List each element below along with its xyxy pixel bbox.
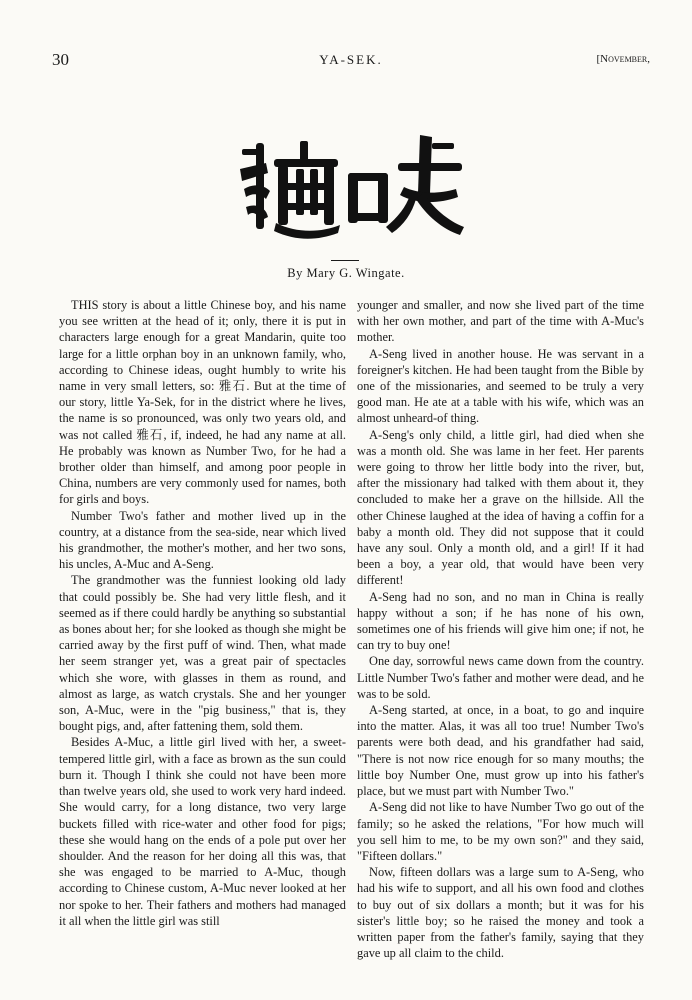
page-number: 30 bbox=[52, 50, 69, 69]
paragraph: A-Seng had no son, and no man in China is really happy without a son; if he has none of his own, sometimes one of his friends will give him one; if not, he can try to buy one! bbox=[357, 589, 644, 653]
paragraph: A-Seng did not like to have Number Two go out of the family; so he asked the relations, "For how much will you sell him to me, to be my own son?" and they said, "Fifteen dollars." bbox=[357, 800, 644, 863]
paragraph: A-Seng's only child, a little girl, had died when she was a month old. She was lame in her feet. Her parents were going to throw her little body into the river, but, after the missionary had talked with them about it, they concluded to make her a grave on the hillside. All the other Chinese laughed at the idea of having a coffin for a baby a month old. They did not suppose that it could have any soul. Only a month old, and a girl! If it had been a boy, a year old, that would have been very different! bbox=[357, 427, 644, 588]
paragraph: The grandmother was the funniest looking old lady that could possibly be. She had very little flesh, and it seemed as if there could hardly be anything so substantial as bones about her; for she looked as though she might be carried away by the first puff of wind. Then, what made her seem stranger yet, was a great pair of spectacles which she wore, with glasses in them as round, and almost as large, as watch crystals. She and her younger son, A-Muc, were in the "pig business," that is, they bought pigs, and, after fattening them, sold them. bbox=[59, 573, 346, 734]
paragraph: Besides A-Muc, a little girl lived with her, a sweet-tempered little girl, with a face as brown as the sun could burn it. Though I think she could not have been more than twelve years old, she used to work very hard indeed. She would carry, for a long distance, two very large buckets filled with rice-water and other food for pigs; these she would hang on the ends of a pole put over her shoulder. And the reason for her doing all this was, that she was engaged to be married to A-Muc, though according to Chinese custom, A-Muc never looked at her nor spoke to her. Their fathers and mothers had managed it all when the little girl was still bbox=[59, 735, 346, 928]
paragraph: THIS story is about a little Chinese boy, and his name you see written at the head of it; only, there it is put in characters large enough for a great Mandarin, quite too large for a little orphan boy in an unknown family, who, according to Chinese ideas, ought humbly to write his name in very small letters, so: 雅石. But at the time of our story, little Ya-Sek, for in the district where he lives, the name is so pronounced, was only two years old, and was not called 雅石, if, indeed, he had any name at all. He probably was known as Number Two, for he had a brother older than himself, and among poor people in China, numbers are very commonly used for names, both for girls and boys. bbox=[59, 298, 346, 507]
title-divider bbox=[331, 260, 359, 261]
byline: By Mary G. Wingate. bbox=[287, 266, 405, 280]
paragraph: Now, fifteen dollars was a large sum to A-Seng, who had his wife to support, and all his own food and clothes to buy out of six dollars a month; but it was for his sister's little boy; so he raised the money and took a written paper from the father's family, saying that they gave up all claim to the child. bbox=[357, 865, 644, 961]
paragraph: Number Two's father and mother lived up in the country, at a distance from the sea-side, near which lived his grandmother, the mother's mother, and her two sons, his uncles, A-Muc and A-Seng. bbox=[59, 508, 346, 572]
paragraph: A-Seng lived in another house. He was servant in a foreigner's kitchen. He had been taught from the Bible by one of the missionaries, and seemed to be truly a very good man. He ate at a table with his wife, which was an almost unheard-of thing. bbox=[357, 346, 644, 426]
paragraph: A-Seng started, at once, in a boat, to go and inquire into the matter. Alas, it was all too true! Number Two's parents were both dead, and his grandfather had said, "There is not now rice enough for so many mouths; the little boy Number One, must grow up into his father's place, but we must part with Number Two." bbox=[357, 703, 644, 799]
paragraph: younger and smaller, and now she lived part of the time with her own mother, and part of the time with A-Muc's mother. bbox=[357, 298, 644, 345]
right-column bbox=[357, 297, 644, 961]
paragraph: One day, sorrowful news came down from the country. Little Number Two's father and mother were dead, and he was to be sold. bbox=[357, 654, 644, 701]
issue-label: [November, bbox=[596, 53, 650, 65]
running-title: YA-SEK. bbox=[319, 52, 383, 67]
left-column bbox=[59, 297, 346, 929]
page-header bbox=[52, 50, 650, 74]
chinese-characters-title-icon bbox=[236, 133, 468, 241]
